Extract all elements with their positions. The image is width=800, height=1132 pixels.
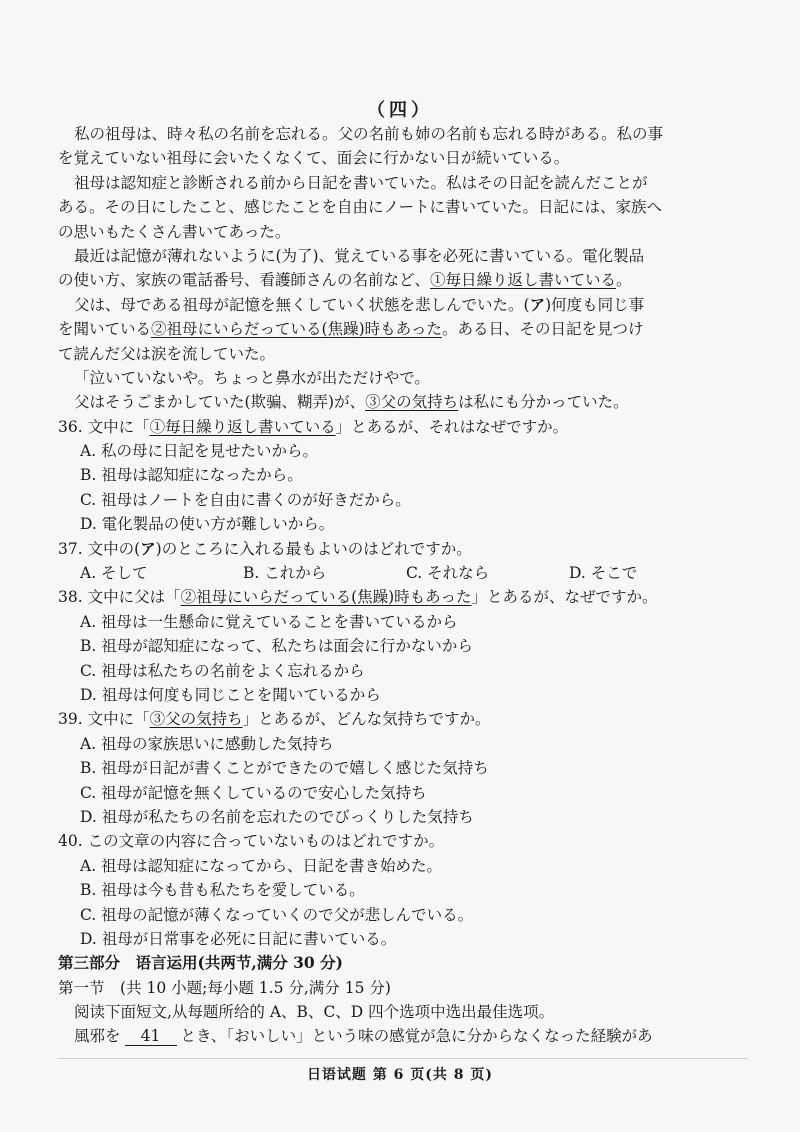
question-37-option-d: D. そこで: [569, 564, 638, 583]
question-39-option-b: B. 祖母が日記が書くことができたので嬉しく感じた気持ち: [80, 759, 489, 778]
passage-text: )何度も同じ事: [545, 295, 645, 314]
passage-text: 父は、母である祖母が記憶を無くしていく状態を悲しんでいた。(: [74, 295, 530, 314]
question-40-option-c: C. 祖母の記憶が薄くなっていくので父が悲しんでいる。: [80, 905, 474, 924]
part3-section1: 第一节 (共 10 小题;每小题 1.5 分,满分 15 分): [58, 978, 391, 997]
passage-text: 父はそうごまかしていた(欺骗、糊弄)が、: [74, 393, 366, 412]
part3-instruction: 阅读下面短文,从每题所给的 A、B、C、D 四个选项中选出最佳选项。: [74, 1003, 555, 1022]
question-37-options: [58, 561, 758, 585]
question-36-stem: [58, 415, 758, 439]
question-37-stem: [58, 537, 758, 561]
cloze-text: 風邪を: [74, 1027, 121, 1046]
question-40-stem: 40. この文章の内容に合っていないものはどれですか。: [58, 832, 445, 851]
underlined-phrase-1: ①毎日繰り返し書いている: [430, 271, 617, 290]
question-38-option-b: B. 祖母が認知症になって、私たちは面会に行かないから: [80, 637, 473, 656]
question-38-option-c: C. 祖母は私たちの名前をよく忘れるから: [80, 661, 365, 680]
question-38-option-a: A. 祖母は一生懸命に覚えていることを書いているから: [80, 612, 458, 631]
passage-text: は私にも分かっていた。: [458, 393, 629, 412]
question-37-option-a: A. そして: [80, 564, 148, 583]
passage-line: 「泣いていないや。ちょっと鼻水が出ただけやで。: [74, 368, 430, 387]
passage-line: て読んだ父は涙を流していた。: [58, 344, 276, 363]
question-36-option-a: A. 私の母に日記を見せたいから。: [80, 442, 319, 461]
question-40-option-a: A. 祖母は認知症になってから、日記を書き始めた。: [80, 856, 443, 875]
blank-marker-a: ア: [529, 294, 546, 314]
passage-line: ある。その日にしたこと、感じたことを自由にノートに書いていた。日記には、家族へ: [58, 198, 663, 217]
passage-line: 私の祖母は、時々私の名前を忘れる。父の名前も姉の名前も忘れる時がある。私の事: [74, 125, 664, 143]
question-37-option-b: B. これから: [243, 564, 327, 583]
passage-line: を覚えていない祖母に会いたくなくて、面会に行かない日が続いている。: [58, 149, 570, 168]
question-36-option-b: B. 祖母は認知症になったから。: [80, 466, 303, 485]
question-text: 37. 文中の(: [58, 539, 141, 558]
passage-line: [58, 390, 758, 414]
question-36-option-d: D. 電化製品の使い方が難しいから。: [80, 515, 335, 534]
question-38-stem: [58, 585, 758, 609]
section-title: （四）: [367, 100, 433, 121]
passage-line: [58, 317, 758, 341]
question-text: 36. 文中に「: [58, 417, 150, 436]
question-quote: ①毎日繰り返し書いている: [149, 417, 336, 436]
passage-text: の使い方、家族の電話番号、看護師さんの名前など、: [58, 271, 431, 290]
question-39-option-c: C. 祖母が記憶を無くしているので安心した気持ち: [80, 783, 427, 802]
passage-line: 祖母は認知症と診断される前から日記を書いていた。私はその日記を読んだことが: [74, 173, 648, 192]
cloze-blank-41: 41: [125, 1027, 177, 1046]
question-40-option-b: B. 祖母は今も昔も私たちを愛している。: [80, 881, 365, 900]
passage-line: [58, 268, 758, 292]
question-text: 」とあるが、どんな気持ちですか。: [242, 710, 491, 729]
question-marker: ア: [140, 538, 156, 558]
question-39-option-a: A. 祖母の家族思いに感動した気持ち: [80, 734, 334, 753]
question-quote: ③父の気持ち: [149, 710, 243, 729]
question-38-option-d: D. 祖母は何度も同じことを聞いているから: [80, 685, 381, 704]
passage-text: 。: [616, 271, 632, 290]
page-footer: 日语试题 第 6 页(共 8 页): [306, 1067, 494, 1083]
passage-text: を聞いている: [58, 320, 152, 339]
part3-heading: 第三部分 语言运用(共两节,满分 30 分): [58, 953, 343, 973]
passage-line: の思いもたくさん書いてあった。: [58, 222, 291, 241]
question-39-stem: [58, 707, 758, 731]
passage-text: 。ある日、その日記を見つけ: [441, 320, 644, 339]
part3-text-line: [58, 1024, 758, 1048]
underlined-phrase-3: ③父の気持ち: [365, 393, 459, 412]
underlined-phrase-2: ②祖母にいらだっている(焦躁)時もあった: [151, 320, 442, 339]
question-text: 」とあるが、なぜですか。: [471, 588, 658, 607]
passage-line: [58, 293, 758, 317]
question-quote: ②祖母にいらだっている(焦躁)時もあった: [180, 588, 472, 607]
question-text: )のところに入れる最もよいのはどれですか。: [155, 539, 472, 558]
question-text: 」とあるが、それはなぜですか。: [335, 417, 569, 436]
question-text: 38. 文中に父は「: [58, 588, 181, 607]
question-37-option-c: C. それなら: [406, 564, 490, 583]
question-39-option-d: D. 祖母が私たちの名前を忘れたのでびっくりした気持ち: [80, 807, 474, 826]
footer-divider: [58, 1058, 748, 1059]
question-40-option-d: D. 祖母が日常事を必死に日記に書いている。: [80, 929, 397, 948]
passage-line: 最近は記憶が薄れないように(为了)、覚えている事を必死に書いている。電化製品: [74, 246, 645, 265]
cloze-text: とき、「おいしい」という味の感覚が急に分からなくなった経験があ: [180, 1027, 653, 1046]
exam-content: [58, 122, 758, 1049]
question-text: 39. 文中に「: [58, 710, 150, 729]
question-36-option-c: C. 祖母はノートを自由に書くのが好きだから。: [80, 490, 411, 509]
